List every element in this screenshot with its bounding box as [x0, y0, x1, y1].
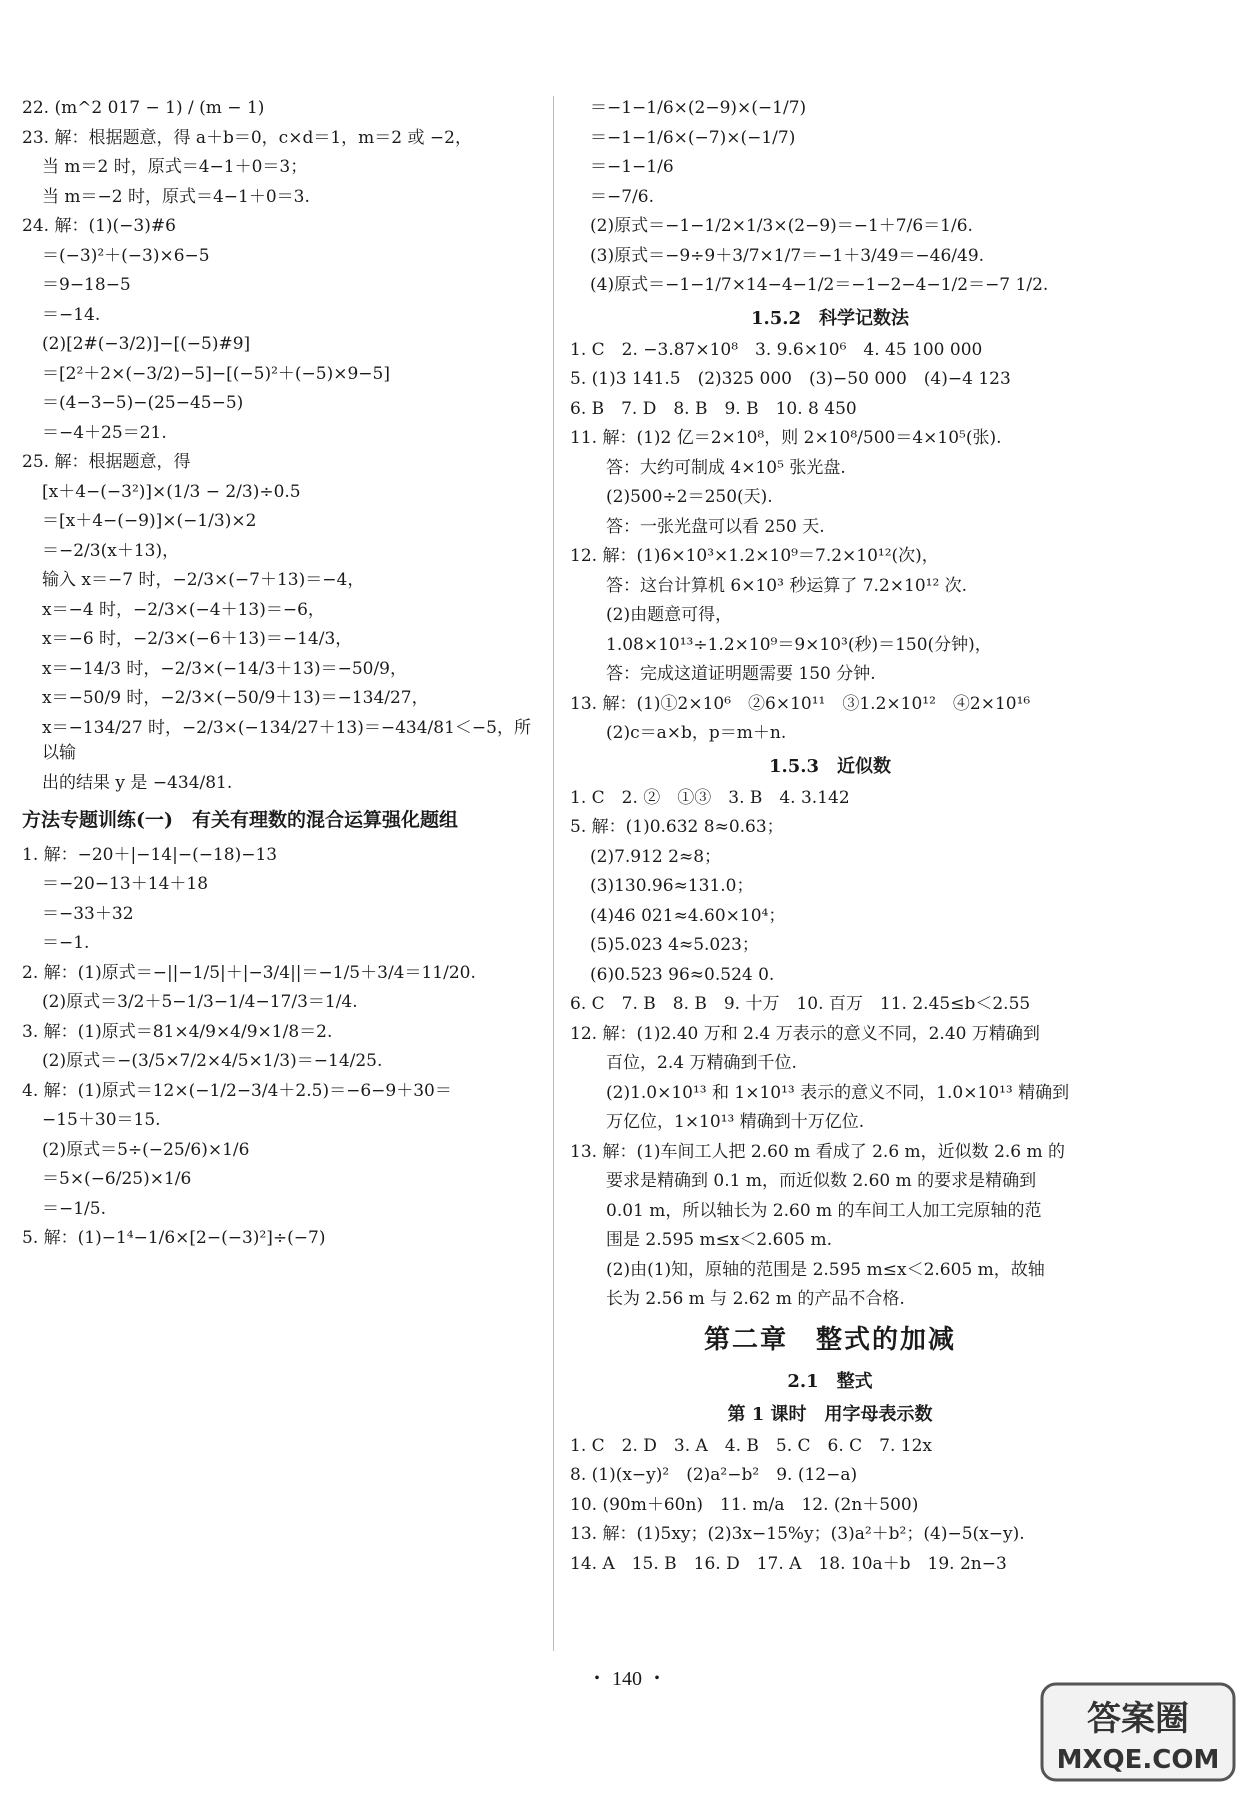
answer-line: −15＋30＝15.	[42, 1110, 161, 1130]
answer-line: (2)由(1)知，原轴的范围是 2.595 m≤x＜2.605 m，故轴	[606, 1259, 1045, 1280]
answer-line: 22. (m^2 017 − 1) / (m − 1)	[22, 98, 265, 118]
answer-line: 长为 2.56 m 与 2.62 m 的产品不合格.	[606, 1289, 905, 1309]
answer-line: (2)原式＝−1−1/2×1/3×(2−9)＝−1＋7/6＝1/6.	[590, 216, 973, 236]
section-heading: 第二章 整式的加减	[703, 1324, 956, 1355]
section-heading: 第 1 课时 用字母表示数	[727, 1403, 933, 1425]
answer-line: 6. B 7. D 8. B 9. B 10. 8 450	[570, 398, 857, 419]
answer-line: (4)原式＝−1−1/7×14−4−1/2＝−1−2−4−1/2＝−7 1/2.	[590, 275, 1049, 295]
answer-line: ＝−14.	[42, 304, 101, 325]
answer-line: 出的结果 y 是 −434/81.	[42, 772, 233, 793]
answer-line: ＝−1.	[42, 933, 90, 953]
answer-line: 1. 解：−20＋|−14|−(−18)−13	[22, 844, 278, 865]
right-column	[570, 96, 1090, 1581]
watermark-logo	[1040, 1678, 1236, 1786]
answer-line: ＝−1−1/6	[590, 157, 674, 177]
answer-line: 11. 解：(1)2 亿＝2×10⁸，则 2×10⁸/500＝4×10⁵(张).	[570, 428, 1002, 448]
answer-line: x＝−4 时，−2/3×(−4＋13)＝−6，	[42, 599, 325, 620]
answer-line: (2)[2#(−3/2)]−[(−5)#9]	[42, 334, 251, 354]
answer-line: 百位，2.4 万精确到千位.	[606, 1053, 797, 1073]
page-number: ・ 140 ・	[587, 1668, 667, 1690]
answer-line: (2)1.0×10¹³ 和 1×10¹³ 表示的意义不同，1.0×10¹³ 精确到	[606, 1082, 1070, 1103]
answer-line: 0.01 m，所以轴长为 2.60 m 的车间工人加工完原轴的范	[606, 1200, 1042, 1221]
answer-line: 答：完成这道证明题需要 150 分钟.	[606, 664, 876, 684]
answer-line: x＝−14/3 时，−2/3×(−14/3＋13)＝−50/9，	[42, 658, 407, 679]
section-heading: 1.5.3 近似数	[768, 755, 892, 777]
answer-line: 5. 解：(1)0.632 8≈0.63；	[570, 817, 784, 837]
answer-line: ＝−4＋25＝21.	[42, 422, 167, 443]
column-divider	[553, 96, 554, 1651]
answer-line: 13. 解：(1)5xy；(2)3x−15%y；(3)a²＋b²；(4)−5(x−y).	[570, 1524, 1025, 1544]
answer-line: 4. 解：(1)原式＝12×(−1/2−3/4＋2.5)＝−6−9＋30＝	[22, 1080, 452, 1101]
answer-line: ＝−1−1/6×(2−9)×(−1/7)	[590, 98, 807, 118]
svg-text:答案圈: 答案圈	[1087, 1699, 1189, 1739]
answer-line: 10. (90m＋60n) 11. m/a 12. (2n＋500)	[570, 1494, 919, 1515]
answer-line: (3)原式＝−9÷9＋3/7×1/7＝−1＋3/49＝−46/49.	[590, 245, 985, 266]
section-heading: 方法专题训练(一) 有关有理数的混合运算强化题组	[22, 809, 458, 831]
svg-text:MXQE.COM: MXQE.COM	[1056, 1745, 1220, 1775]
answer-line: 1.08×10¹³÷1.2×10⁹＝9×10³(秒)＝150(分钟)，	[606, 634, 992, 655]
answer-line: 23. 解：根据题意，得 a＋b＝0，c×d＝1，m＝2 或 −2，	[22, 127, 472, 148]
answer-line: (4)46 021≈4.60×10⁴；	[590, 905, 786, 926]
answer-line: (2)原式＝−(3/5×7/2×4/5×1/3)＝−14/25.	[42, 1051, 383, 1071]
answer-line: 12. 解：(1)2.40 万和 2.4 万表示的意义不同，2.40 万精确到	[570, 1023, 1040, 1044]
answer-line: 3. 解：(1)原式＝81×4/9×4/9×1/8＝2.	[22, 1021, 333, 1042]
answer-line: 5. 解：(1)−1⁴−1/6×[2−(−3)²]÷(−7)	[22, 1228, 326, 1248]
answer-line: (2)原式＝5÷(−25/6)×1/6	[42, 1139, 250, 1160]
answer-line: ＝(−3)²＋(−3)×6−5	[42, 245, 210, 266]
answer-line: ＝(4−3−5)−(25−45−5)	[42, 393, 244, 413]
answer-line: 要求是精确到 0.1 m，而近似数 2.60 m 的要求是精确到	[606, 1171, 1037, 1191]
answer-line: 24. 解：(1)(−3)#6	[22, 216, 176, 236]
left-column	[22, 96, 544, 1256]
section-heading: 2.1 整式	[787, 1370, 873, 1392]
answer-line: ＝−1−1/6×(−7)×(−1/7)	[590, 127, 796, 148]
answer-line: ＝−7/6.	[590, 186, 655, 207]
answer-line: 6. C 7. B 8. B 9. 十万 10. 百万 11. 2.45≤b＜2.55	[570, 994, 1031, 1014]
answer-line: 2. 解：(1)原式＝−||−1/5|＋|−3/4||＝−1/5＋3/4＝11/20.	[22, 962, 476, 983]
answer-line: 当 m＝2 时，原式＝4−1＋0＝3；	[42, 157, 308, 177]
answer-line: (3)130.96≈131.0；	[590, 876, 754, 896]
answer-line: ＝−20−13＋14＋18	[42, 874, 209, 894]
answer-line: 12. 解：(1)6×10³×1.2×10⁹＝7.2×10¹²(次)，	[570, 546, 939, 566]
answer-line: ＝9−18−5	[42, 275, 131, 295]
answer-line: (2)原式＝3/2＋5−1/3−1/4−17/3＝1/4.	[42, 992, 358, 1012]
answer-line: [x＋4−(−3²)]×(1/3 − 2/3)÷0.5	[42, 481, 301, 502]
answer-line: x＝−134/27 时，−2/3×(−134/27＋13)＝−434/81＜−5，所以输	[42, 717, 531, 763]
answer-line: x＝−50/9 时，−2/3×(−50/9＋13)＝−134/27，	[42, 688, 429, 708]
answer-line: 13. 解：(1)①2×10⁶ ②6×10¹¹ ③1.2×10¹² ④2×10¹⁶	[570, 693, 1031, 714]
answer-line: ＝−33＋32	[42, 903, 134, 924]
answer-line: (6)0.523 96≈0.524 0.	[590, 964, 775, 985]
answer-line: 输入 x＝−7 时，−2/3×(−7＋13)＝−4，	[42, 570, 365, 590]
answer-line: 1. C 2. ② ①③ 3. B 4. 3.142	[570, 787, 850, 808]
section-heading: 1.5.2 科学记数法	[750, 307, 910, 329]
answer-line: (5)5.023 4≈5.023；	[590, 935, 759, 955]
answer-line: 答：一张光盘可以看 250 天.	[606, 516, 825, 537]
answer-line: 万亿位，1×10¹³ 精确到十万亿位.	[606, 1112, 865, 1132]
answer-line: 围是 2.595 m≤x＜2.605 m.	[606, 1230, 833, 1250]
answer-line: 5. (1)3 141.5 (2)325 000 (3)−50 000 (4)−4 123	[570, 369, 1011, 389]
answer-line: (2)500÷2＝250(天).	[606, 487, 773, 507]
answer-line: (2)7.912 2≈8；	[590, 846, 722, 867]
answer-line: x＝−6 时，−2/3×(−6＋13)＝−14/3，	[42, 629, 353, 649]
answer-line: ＝[2²＋2×(−3/2)−5]−[(−5)²＋(−5)×9−5]	[42, 363, 390, 384]
answer-line: 8. (1)(x−y)² (2)a²−b² 9. (12−a)	[570, 1465, 858, 1485]
answer-line: ＝5×(−6/25)×1/6	[42, 1169, 192, 1189]
answer-line: 14. A 15. B 16. D 17. A 18. 10a＋b 19. 2n−3	[570, 1553, 1007, 1574]
answer-line: 当 m＝−2 时，原式＝4−1＋0＝3.	[42, 186, 310, 207]
answer-line: ＝−1/5.	[42, 1198, 107, 1219]
answer-line: (2)由题意可得，	[606, 605, 733, 625]
answer-line: 25. 解：根据题意，得	[22, 452, 191, 472]
answer-line: 1. C 2. D 3. A 4. B 5. C 6. C 7. 12x	[570, 1435, 933, 1456]
answer-line: ＝−2/3(x＋13)，	[42, 540, 180, 561]
answer-line: 答：这台计算机 6×10³ 秒运算了 7.2×10¹² 次.	[606, 575, 968, 596]
answer-line: (2)c＝a×b，p＝m＋n.	[606, 723, 787, 743]
answer-line: 答：大约可制成 4×10⁵ 张光盘.	[606, 457, 846, 478]
answer-line: ＝[x＋4−(−9)]×(−1/3)×2	[42, 511, 257, 531]
answer-line: 1. C 2. −3.87×10⁸ 3. 9.6×10⁶ 4. 45 100 000	[570, 339, 983, 360]
answer-line: 13. 解：(1)车间工人把 2.60 m 看成了 2.6 m，近似数 2.6 m 的	[570, 1141, 1066, 1162]
